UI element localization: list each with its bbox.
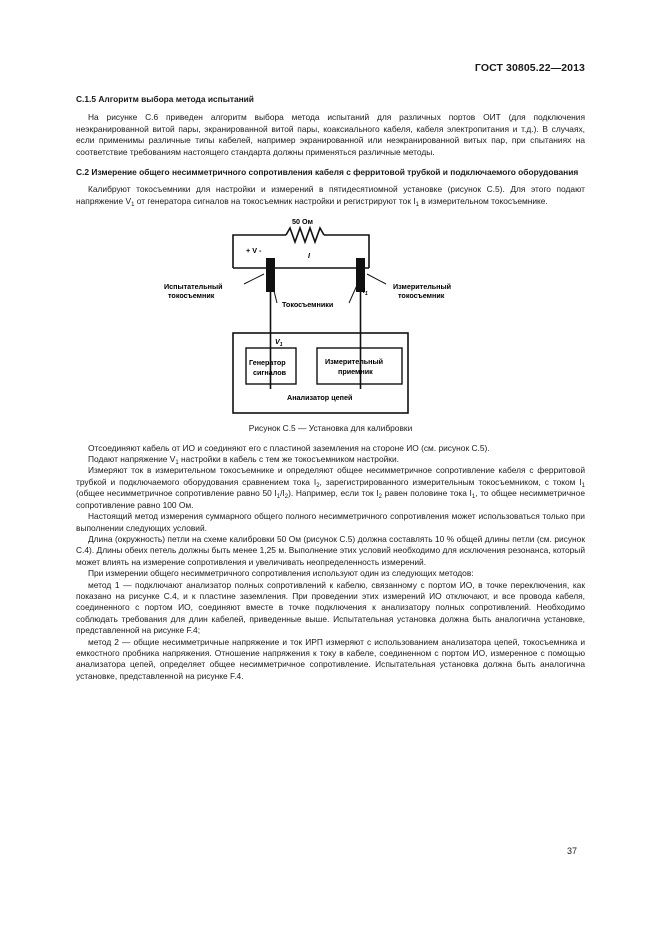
generator-label-1: Генератор — [249, 358, 286, 368]
body-paragraph-8: метод 1 — подключают анализатор полных сопротивлений к кабелю, связанному с портом ИО, в точке переключения, как показано на рисунке С.4, и к пластине заземления. При проведении этих измерений ИО отключают, и все провода кабеля, соединенного с портом ИО, соединяют вместе в точке подключения к анализатору полных сопротивлений. Необходимо соблюдать требования для длин кабелей, приведенные выше. Испытательная установка должна быть аналогична установке, представленной на рисунке F.4; — [76, 579, 585, 636]
page-number: 37 — [566, 846, 577, 856]
body-paragraph-9: метод 2 — общие несимметричные напряжение и ток ИРП измеряют с использованием анализатора цепей, токосъемника и емкостного пробника напряжения. Отношение напряжения к току в кабеле, соединенном с портом ИО, измеренное с помощью анализатора цепей, определяет общее несимметричное сопротивление. Испытательная установка должна быть аналогична установке, представленной на рисунке F.4. — [76, 636, 585, 681]
receiver-box — [317, 348, 402, 384]
generator-label-2: сигналов — [253, 368, 287, 378]
body-paragraph-4: Измеряют ток в измерительном токосъемнике и определяют общее несимметричное сопротивление кабеля с ферритовой трубкой и подключаемого оборудования сравнением тока $I_2$, зарегистрированного измерительным токосъемником, с током $I_1$ (общее несимметричное сопротивление равно 50 $I_1/I_2$). Например, если ток $I_2$ равен половине тока $I_1$, то общее несимметричное сопротивление равно 100 Ом. — [76, 465, 585, 510]
receiver-label-2: приемник — [338, 367, 373, 377]
body-paragraph-7: При измерении общего несимметричного сопротивления используют один из следующих методов: — [88, 568, 474, 579]
section-c15-paragraph: На рисунке С.6 приведен алгоритм выбора метода испытаний для различных портов ОИТ (для подключения неэкранированной витой пары, экранированной витой пары, коаксиального кабеля, кабеля электропитания и т.д.). В случаях, если применимы различные типы кабелей, например экранированной или неэкранированной витых пар, при спытаниях на соответствие требованиям настоящего стандарта должны применяться различные методы. — [76, 112, 585, 157]
calibration-diagram — [76, 213, 585, 423]
analyzer-label: Анализатор цепей — [287, 393, 353, 403]
figure-caption: Рисунок С.5 — Установка для калибровки — [248, 423, 413, 434]
resistor-50-ohm — [286, 228, 324, 242]
voltage-label: + V - — [246, 246, 262, 256]
receiver-label-1: Измерительный — [325, 357, 384, 367]
page-content — [76, 94, 585, 682]
body-paragraph-3: Подают напряжение $V_1$ настройки в кабель с тем же токосъемником настройки. — [88, 454, 399, 467]
right-probe-arrow — [367, 274, 386, 284]
v1-label: $V_1$ — [275, 337, 283, 349]
section-c15-title: С.1.5 Алгоритм выбора метода испытаний — [76, 94, 254, 104]
test-probe — [266, 258, 275, 292]
section-c2-title: С.2 Измерение общего несимметричного сопротивления кабеля с ферритовой трубкой и подключаемого оборудования — [76, 167, 579, 178]
section-c2-paragraph: Калибруют токосъемники для настройки и измерений в пятидесятиомной установке (рисунок С.5). Для этого подают напряжение $V_1$ от генератора сигналов на токосъемник настройки и регистрируют ток $I_1$ в измерительном токосъемнике. — [76, 184, 585, 208]
probes-label: Токосъемники — [282, 300, 334, 310]
i1-label: $I_1$ — [363, 286, 368, 298]
left-probe-label-1: Испытательный — [164, 282, 223, 292]
right-probe-label-1: Измерительный — [393, 282, 452, 292]
calibration-figure — [76, 213, 585, 423]
body-paragraph-5: Настоящий метод измерения суммарного общего полного несимметричного сопротивления может использоваться только при выполнении следующих условий. — [76, 511, 585, 533]
resistor-label: 50 Ом — [292, 217, 313, 227]
left-probe-label-2: токосъемник — [168, 291, 215, 301]
standard-header: ГОСТ 30805.22—2013 — [474, 62, 585, 74]
body-paragraph-2: Отсоединяют кабель от ИО и соединяют его с пластиной заземления на стороне ИО (см. рисунок С.5). — [88, 442, 490, 453]
left-probe-arrow — [244, 274, 264, 284]
current-label: I — [308, 251, 310, 261]
right-probe-label-2: токосъемник — [398, 291, 445, 301]
probes-arrow-right — [349, 283, 358, 303]
body-paragraph-6: Длина (окружность) петли на схеме калибровки 50 Ом (рисунок С.5) должна составлять 10 % общей длины петли (см. рисунок С.4). Длины обеих петель должны быть менее 1,25 м. Выполнение этих условий необходимо для исключения резонанса, который может влиять на измерение сопротивления и увеличивать неопределенность измерений. — [76, 533, 585, 567]
